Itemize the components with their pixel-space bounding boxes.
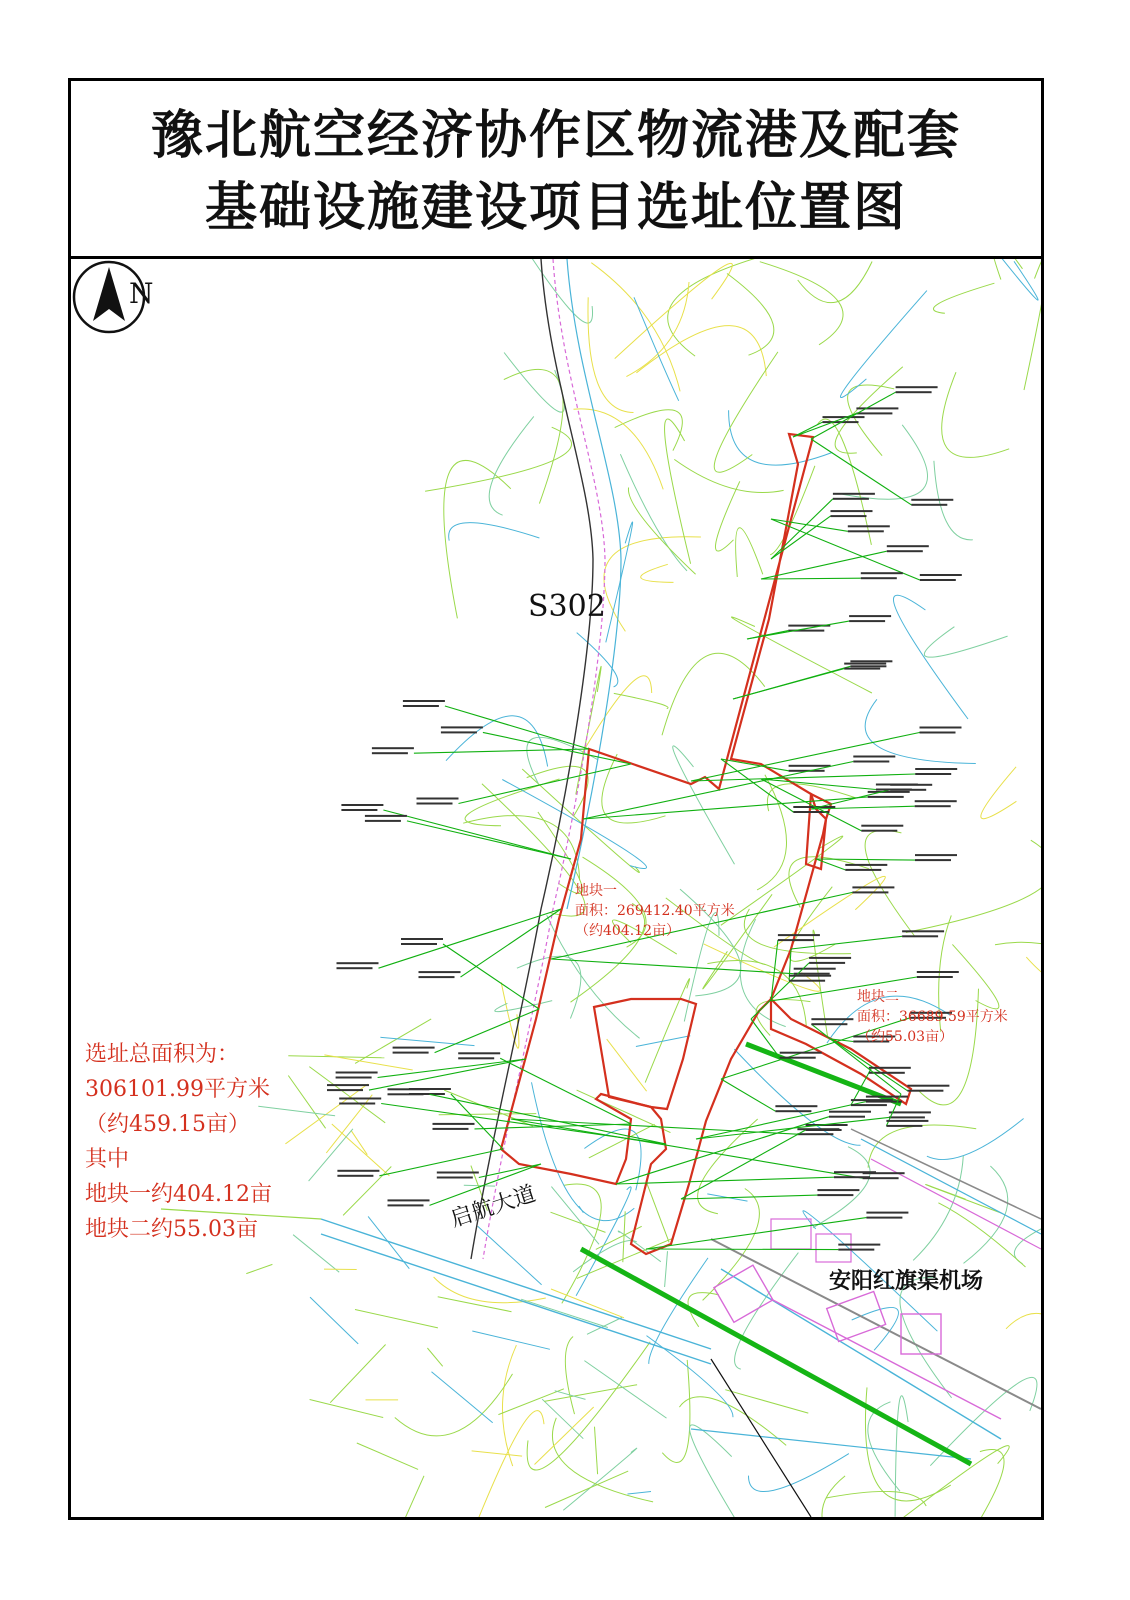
coordinate-callout-mark bbox=[336, 1072, 378, 1074]
contour-line bbox=[865, 699, 976, 763]
leader-line bbox=[646, 1249, 838, 1250]
title-block bbox=[71, 81, 1041, 259]
coordinate-callout-mark bbox=[339, 1098, 381, 1100]
coordinate-callout-mark bbox=[337, 1175, 373, 1177]
coordinate-callout-mark bbox=[838, 1249, 874, 1251]
coordinate-callout-mark bbox=[853, 756, 895, 758]
coordinate-callout-mark bbox=[861, 830, 897, 832]
coordinate-callout-mark bbox=[896, 391, 932, 393]
coordinate-callout-mark bbox=[437, 1172, 479, 1174]
contour-line bbox=[924, 627, 1007, 657]
contour-line bbox=[826, 1491, 926, 1506]
coordinate-callout-mark bbox=[403, 700, 445, 702]
coordinate-callout-mark bbox=[365, 815, 407, 817]
contour-line bbox=[679, 1397, 786, 1446]
parcel-one-boundary bbox=[501, 434, 826, 1254]
coordinate-callout-mark bbox=[845, 864, 887, 866]
summary-line: 选址总面积为： bbox=[85, 1042, 240, 1067]
contour-line bbox=[729, 410, 833, 465]
contour-line bbox=[588, 297, 634, 412]
coordinate-callout-mark bbox=[917, 976, 953, 978]
contour-line bbox=[495, 1001, 552, 1012]
contour-line bbox=[582, 676, 652, 754]
contour-line bbox=[527, 766, 588, 816]
leader-line bbox=[461, 909, 562, 977]
coordinate-callout-mark bbox=[915, 854, 957, 856]
leader-line bbox=[771, 519, 848, 531]
leader-line bbox=[771, 499, 833, 559]
leader-line bbox=[816, 859, 915, 860]
contour-line bbox=[551, 1212, 606, 1232]
contour-line bbox=[798, 262, 872, 303]
contour-line bbox=[964, 1166, 1008, 1263]
leader-line bbox=[721, 759, 789, 771]
coordinate-callout-mark bbox=[887, 545, 929, 547]
coordinate-callout-mark bbox=[337, 962, 379, 964]
summary-line: 地块二约55.03亩 bbox=[85, 1217, 258, 1242]
coordinate-callout-mark bbox=[907, 1085, 949, 1087]
coordinate-callout-mark bbox=[920, 579, 956, 581]
coordinate-callout-mark bbox=[809, 957, 851, 959]
road-label-qihang: 启航大道 bbox=[447, 1181, 539, 1233]
contour-line bbox=[478, 1226, 542, 1284]
contour-line bbox=[542, 1399, 583, 1439]
contour-line bbox=[865, 830, 915, 937]
contour-line bbox=[703, 1189, 760, 1301]
coordinate-callout-mark bbox=[388, 1093, 424, 1095]
coordinate-callout-mark bbox=[902, 935, 938, 937]
contour-line bbox=[552, 1418, 653, 1502]
contour-line bbox=[704, 944, 820, 991]
coordinate-callout-mark bbox=[868, 796, 904, 798]
coordinate-callout-mark bbox=[850, 660, 892, 662]
coordinate-callout-mark bbox=[852, 891, 888, 893]
summary-line: 地块一约404.12亩 bbox=[85, 1182, 272, 1207]
leader-line bbox=[616, 1177, 834, 1184]
contour-line bbox=[813, 1147, 870, 1228]
contour-line bbox=[615, 263, 733, 358]
coordinate-callout-mark bbox=[876, 784, 918, 786]
coordinate-callout-mark bbox=[907, 1090, 943, 1092]
contour-line bbox=[489, 416, 534, 515]
coordinate-callout-mark bbox=[866, 1096, 908, 1098]
coordinate-callout-mark bbox=[915, 800, 957, 802]
coordinate-callout-mark bbox=[817, 1194, 853, 1196]
coordinate-callout-mark bbox=[433, 1128, 469, 1130]
contour-line bbox=[521, 1299, 608, 1327]
contour-line bbox=[690, 1425, 753, 1517]
contour-line bbox=[933, 283, 994, 313]
coordinate-callout-mark bbox=[920, 732, 956, 734]
contour-line bbox=[574, 409, 664, 490]
contour-line bbox=[343, 1167, 391, 1216]
coordinate-callout-mark bbox=[437, 1177, 473, 1179]
contour-line bbox=[1014, 1193, 1041, 1264]
coordinate-callout-mark bbox=[848, 530, 884, 532]
leader-line bbox=[791, 936, 902, 949]
contour-line bbox=[425, 427, 571, 491]
contour-line bbox=[355, 1310, 438, 1328]
coordinate-callout-mark bbox=[817, 1189, 859, 1191]
coordinate-callout-mark bbox=[886, 1125, 922, 1127]
contour-line bbox=[949, 1450, 1004, 1517]
contour-line bbox=[472, 1331, 550, 1349]
coordinate-callout-mark bbox=[778, 939, 814, 941]
summary-line: 其中 bbox=[85, 1147, 130, 1172]
coordinate-callout-mark bbox=[789, 980, 825, 982]
leader-line bbox=[681, 1195, 817, 1199]
contour-line bbox=[330, 1345, 385, 1403]
coordinate-callout-mark bbox=[856, 412, 892, 414]
leader-line bbox=[435, 1009, 539, 1053]
leader-line bbox=[696, 1117, 889, 1139]
coordinate-callout-mark bbox=[401, 938, 443, 940]
road-label-s302: S302 bbox=[528, 589, 606, 624]
contour-line bbox=[757, 775, 786, 890]
coordinate-callout-mark bbox=[458, 1052, 500, 1054]
contour-line bbox=[748, 1454, 848, 1492]
contour-line bbox=[464, 1185, 495, 1186]
coordinate-callout-mark bbox=[915, 773, 951, 775]
coordinate-callout-mark bbox=[388, 1088, 430, 1090]
contour-line bbox=[438, 1297, 512, 1312]
coordinate-callout-mark bbox=[845, 869, 881, 871]
coordinate-callout-mark bbox=[866, 1212, 908, 1214]
contour-line bbox=[584, 1129, 641, 1190]
contour-line bbox=[401, 1476, 424, 1517]
coordinate-callout-mark bbox=[911, 499, 953, 501]
contour-line bbox=[395, 1374, 513, 1436]
parcel-one-label bbox=[575, 881, 735, 941]
contour-line bbox=[926, 1185, 1002, 1214]
coordinate-callout-mark bbox=[403, 705, 439, 707]
contour-line bbox=[504, 369, 563, 503]
map-basemap bbox=[71, 259, 1041, 1517]
parcel-two-label bbox=[857, 987, 1008, 1047]
contour-line bbox=[472, 1451, 522, 1456]
contour-line bbox=[744, 909, 851, 954]
coordinate-callout-mark bbox=[809, 962, 845, 964]
coordinate-callout-mark bbox=[806, 1129, 842, 1131]
leader-line bbox=[691, 774, 915, 781]
coordinate-callout-mark bbox=[861, 825, 903, 827]
contour-line bbox=[623, 1211, 625, 1262]
coordinate-callout-mark bbox=[920, 574, 962, 576]
contour-line bbox=[427, 1348, 442, 1366]
coordinate-callout-mark bbox=[341, 804, 383, 806]
map-title-line-1: 豫北航空经济协作区物流港及配套 bbox=[150, 105, 961, 166]
coordinate-callout-mark bbox=[778, 934, 820, 936]
coordinate-callout-mark bbox=[775, 1105, 817, 1107]
coordinate-callout-mark bbox=[417, 803, 453, 805]
coordinate-callout-mark bbox=[372, 747, 414, 749]
parcel-one-mu: （约404.12亩） bbox=[575, 923, 680, 939]
parcel-one-name: 地块一 bbox=[575, 883, 617, 899]
contour-line bbox=[606, 522, 633, 642]
contour-line bbox=[595, 1427, 598, 1475]
contour-line bbox=[476, 1411, 544, 1517]
contour-line bbox=[309, 1129, 353, 1181]
north-arrow-icon bbox=[71, 259, 147, 335]
contour-line bbox=[966, 259, 1038, 300]
contour-line bbox=[665, 1251, 668, 1287]
coordinate-callout-mark bbox=[419, 971, 461, 973]
leader-line bbox=[771, 519, 920, 580]
contour-line bbox=[649, 1258, 708, 1364]
contour-line bbox=[545, 1471, 628, 1507]
contour-line bbox=[532, 1082, 635, 1220]
qihang-road bbox=[161, 1209, 811, 1517]
contour-line bbox=[591, 263, 680, 392]
coordinate-callout-mark bbox=[844, 668, 880, 670]
contour-line bbox=[636, 326, 766, 376]
contour-line bbox=[938, 1203, 1025, 1267]
leader-line bbox=[811, 392, 896, 439]
parcel-two-area: 面积：36689.59平方米 bbox=[857, 1009, 1008, 1025]
contour-line bbox=[615, 410, 683, 451]
contour-line bbox=[351, 1130, 367, 1154]
contour-line bbox=[942, 372, 1010, 457]
parcel-two-mu: （约55.03亩） bbox=[857, 1029, 954, 1045]
contour-line bbox=[760, 262, 843, 345]
contour-line bbox=[995, 942, 1041, 980]
contour-line bbox=[913, 1156, 963, 1261]
contour-line bbox=[906, 840, 1041, 932]
contour-line bbox=[607, 1039, 647, 1091]
contour-line bbox=[626, 282, 689, 377]
coordinate-callout-mark bbox=[866, 1217, 902, 1219]
coordinate-callout-mark bbox=[780, 1052, 822, 1054]
contour-line bbox=[446, 716, 548, 767]
coordinate-callout-mark bbox=[811, 1023, 847, 1025]
coordinate-callout-mark bbox=[915, 859, 951, 861]
coordinate-callout-mark bbox=[372, 752, 408, 754]
contour-line bbox=[449, 523, 540, 541]
contour-line bbox=[614, 693, 668, 708]
leader-line bbox=[414, 749, 589, 753]
contour-line bbox=[634, 297, 679, 401]
coordinate-callout-mark bbox=[887, 550, 923, 552]
area-summary bbox=[85, 1037, 272, 1247]
coordinate-callout-mark bbox=[458, 1057, 494, 1059]
leader-line bbox=[583, 762, 853, 820]
coordinate-callout-mark bbox=[915, 805, 951, 807]
contour-line bbox=[628, 488, 695, 575]
coordinate-callout-mark bbox=[917, 971, 959, 973]
coordinate-callout-mark bbox=[393, 1047, 435, 1049]
contour-line bbox=[288, 1076, 325, 1129]
coordinate-callout-mark bbox=[388, 1199, 430, 1201]
parcel-boundaries bbox=[501, 434, 911, 1254]
contour-line bbox=[662, 1360, 690, 1463]
contour-line bbox=[868, 1125, 976, 1168]
contour-line bbox=[636, 1036, 690, 1047]
coordinate-callout-mark bbox=[388, 1204, 424, 1206]
leader-line bbox=[383, 810, 571, 859]
leader-line bbox=[551, 959, 794, 974]
coordinate-callout-mark bbox=[856, 407, 898, 409]
leader-line bbox=[721, 1079, 775, 1111]
contour-line bbox=[432, 1372, 493, 1423]
contour-line bbox=[535, 1407, 594, 1465]
coordinate-callout-mark bbox=[780, 1057, 816, 1059]
coordinate-callout-mark bbox=[868, 791, 910, 793]
contour-line bbox=[444, 460, 511, 618]
coordinate-callout-mark bbox=[834, 1171, 876, 1173]
coordinate-callout-mark bbox=[775, 1110, 811, 1112]
coordinate-callout-mark bbox=[794, 968, 836, 970]
coordinate-callout-mark bbox=[869, 1067, 911, 1069]
coordinate-callout-mark bbox=[789, 975, 831, 977]
contour-line bbox=[501, 982, 519, 1048]
contour-line bbox=[620, 454, 687, 571]
coordinate-callout-mark bbox=[876, 789, 912, 791]
contour-line bbox=[285, 1084, 367, 1144]
coordinate-callout-mark bbox=[853, 761, 889, 763]
contour-line bbox=[840, 291, 926, 398]
coordinate-callout-mark bbox=[811, 1018, 853, 1020]
coordinate-callout-mark bbox=[889, 1116, 925, 1118]
contour-line bbox=[1024, 259, 1041, 390]
coordinate-callout-mark bbox=[327, 1089, 363, 1091]
north-label: N bbox=[129, 277, 154, 310]
contour-line bbox=[991, 259, 1023, 280]
map-canvas bbox=[71, 259, 1041, 1517]
contour-line bbox=[527, 1342, 650, 1470]
coordinate-callout-mark bbox=[829, 1111, 871, 1113]
coordinate-callout-mark bbox=[327, 1084, 369, 1086]
contour-line bbox=[293, 1235, 339, 1273]
contour-line bbox=[576, 1187, 631, 1296]
coordinate-callout-mark bbox=[417, 798, 459, 800]
contour-line bbox=[668, 259, 795, 356]
coordinate-callout-mark bbox=[911, 504, 947, 506]
contour-line bbox=[579, 1206, 584, 1213]
coordinate-callout-mark bbox=[337, 1170, 379, 1172]
contour-line bbox=[1026, 929, 1041, 980]
coordinate-callout-mark bbox=[401, 943, 437, 945]
coordinate-callout-mark bbox=[889, 1111, 931, 1113]
coordinate-callout-mark bbox=[848, 525, 890, 527]
coordinate-callout-mark bbox=[838, 1244, 880, 1246]
coordinate-callout-mark bbox=[831, 515, 867, 517]
contour-line bbox=[584, 1361, 666, 1419]
contour-line bbox=[483, 259, 592, 323]
coordinate-callout-mark bbox=[833, 493, 875, 495]
coordinate-callout-mark bbox=[336, 1077, 372, 1079]
coordinate-callout-mark bbox=[365, 820, 401, 822]
coordinate-callout-mark bbox=[851, 1099, 893, 1101]
coordinate-callout-mark bbox=[886, 1120, 928, 1122]
coordinate-callout-mark bbox=[441, 726, 483, 728]
coordinate-callout-mark bbox=[337, 967, 373, 969]
coordinate-callout-mark bbox=[833, 498, 869, 500]
coordinate-callout-mark bbox=[920, 727, 962, 729]
leader-line bbox=[451, 1094, 503, 1149]
contour-line bbox=[332, 1124, 390, 1176]
coordinate-callout-mark bbox=[849, 615, 891, 617]
coordinate-callout-mark bbox=[829, 1116, 865, 1118]
coordinate-callout-mark bbox=[441, 731, 477, 733]
coordinate-callout-mark bbox=[789, 765, 831, 767]
leader-line bbox=[407, 821, 571, 859]
contour-line bbox=[310, 1297, 358, 1344]
contour-line bbox=[714, 352, 778, 472]
parcel-two-name: 地块二 bbox=[857, 989, 899, 1005]
coordinate-callout-mark bbox=[433, 1123, 475, 1125]
coordinate-callout-mark bbox=[852, 886, 894, 888]
coordinate-callout-mark bbox=[861, 577, 897, 579]
contour-line bbox=[645, 979, 689, 1083]
coordinate-callout-mark bbox=[902, 930, 944, 932]
airport-label: 安阳红旗渠机场 bbox=[829, 1269, 984, 1294]
leader-line bbox=[369, 1059, 526, 1090]
contour-line bbox=[647, 1183, 669, 1242]
coordinate-callout-mark bbox=[834, 1176, 870, 1178]
parcel-one-area: 面积：269412.40平方米 bbox=[575, 903, 735, 919]
leader-line bbox=[443, 944, 539, 1009]
coordinate-callout-mark bbox=[831, 510, 873, 512]
coordinate-callout-mark bbox=[844, 663, 886, 665]
map-title-line-2: 基础设施建设项目选址位置图 bbox=[204, 177, 907, 238]
leader-line bbox=[646, 1218, 866, 1249]
contour-line bbox=[465, 779, 559, 826]
coordinate-callout-mark bbox=[797, 1133, 833, 1135]
leader-line bbox=[483, 732, 631, 764]
coordinate-callout-mark bbox=[851, 1104, 887, 1106]
leader-line bbox=[811, 439, 911, 505]
summary-line: （约459.15亩） bbox=[85, 1112, 250, 1137]
contour-line bbox=[357, 1443, 418, 1469]
map-frame bbox=[68, 78, 1044, 1520]
contour-line bbox=[563, 1448, 636, 1510]
contour-line bbox=[641, 564, 674, 582]
contour-line bbox=[310, 1400, 384, 1418]
coordinate-callout-mark bbox=[915, 768, 957, 770]
coordinate-callout-mark bbox=[861, 572, 903, 574]
summary-line: 306101.99平方米 bbox=[85, 1077, 270, 1102]
contour-line bbox=[981, 767, 1017, 819]
contour-line bbox=[736, 528, 763, 577]
coordinate-callout-mark bbox=[849, 620, 885, 622]
contour-line bbox=[246, 1264, 272, 1273]
contour-line bbox=[628, 1492, 652, 1495]
contour-line bbox=[565, 1337, 574, 1415]
coordinate-callout-mark bbox=[339, 1103, 375, 1105]
contour-line bbox=[727, 274, 774, 356]
contour-line bbox=[587, 1318, 622, 1335]
coordinate-callout-mark bbox=[850, 665, 886, 667]
coordinate-callout-mark bbox=[896, 386, 938, 388]
coordinate-callout-mark bbox=[419, 976, 455, 978]
coordinate-callout-mark bbox=[393, 1052, 429, 1054]
contour-line bbox=[895, 1396, 908, 1517]
coordinate-callout-mark bbox=[341, 809, 377, 811]
